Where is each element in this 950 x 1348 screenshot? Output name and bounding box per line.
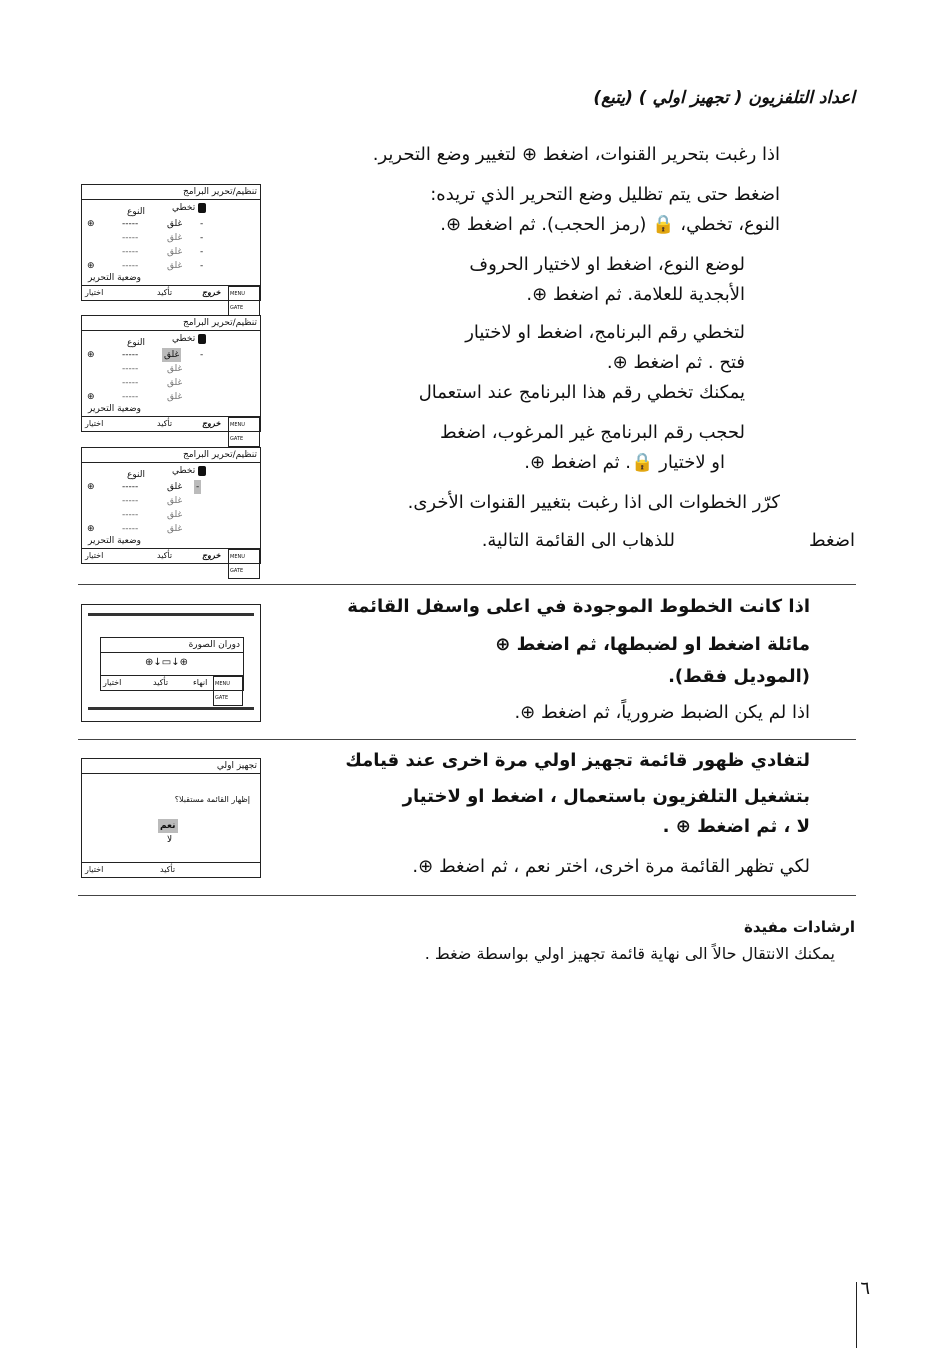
dash: - (200, 219, 204, 229)
menu-title: تنظيم/تحرير البرامج (82, 448, 260, 463)
type-dashes: ----- (122, 247, 139, 257)
off-label: غلق (167, 364, 183, 374)
foot-select: اختيار (85, 551, 104, 560)
s3-heading-1: لتفادي ظهور قائمة تجهيز اولي مرة اخرى عند قيامك (345, 750, 810, 771)
off-label: غلق (167, 524, 183, 534)
rotation-menu-footer (101, 675, 243, 701)
off-label: غلق (167, 261, 183, 271)
col-skip: تخطي (172, 466, 196, 476)
menu-screen-2 (81, 315, 261, 442)
foot-select: اختيار (103, 678, 122, 687)
menu-screen-1 (81, 184, 261, 311)
setup-footer (82, 862, 260, 877)
menu-key-icon: MENU GATE (228, 549, 260, 579)
foot-select: اختيار (85, 865, 104, 874)
type-dashes: ----- (122, 524, 139, 534)
up-arrow-icon: ⊕ (87, 350, 95, 360)
foot-select: اختيار (85, 288, 104, 297)
rotation-control-icon: ⊕↓▭↓⊕ (145, 657, 188, 668)
s1-line-4: لوضع النوع، اضغط او لاختيار الحروف (469, 254, 745, 275)
menu-footer (82, 285, 260, 311)
type-dashes: ----- (122, 261, 139, 271)
edit-mode-label: وضعية التحرير (88, 273, 141, 283)
type-dashes: ----- (122, 350, 139, 360)
dash: - (200, 233, 204, 243)
option-yes[interactable]: نعم (160, 821, 176, 831)
s3-heading-3: لا ، ثم اضغط ⊕ . (662, 816, 810, 837)
edit-mode-label: وضعية التحرير (88, 404, 141, 414)
menu-title: تنظيم/تحرير البرامج (82, 316, 260, 331)
off-label: غلق (167, 510, 183, 520)
foot-confirm: تأكيد (160, 865, 176, 874)
lock-icon (198, 201, 206, 215)
tips-text: يمكنك الانتقال حالاً الى نهاية قائمة تجهيز اولي بواسطة ضغط . (424, 944, 835, 963)
off-label: غلق (167, 378, 183, 388)
foot-confirm: تأكيد (153, 678, 169, 687)
menu-title: تنظيم/تحرير البرامج (82, 185, 260, 200)
divider (78, 584, 856, 585)
off-label: غلق (167, 482, 183, 492)
type-dashes: ----- (122, 496, 139, 506)
col-type: النوع (127, 338, 145, 348)
setup-question: إظهار القائمة مستقبلا؟ (174, 795, 250, 804)
s1-line-2: اضغط حتى يتم تظليل وضع التحرير الذي تريده: (430, 184, 780, 205)
s1-line-5: الأبجدية للعلامة. ثم اضغط ⊕. (526, 284, 745, 305)
rotation-menu (100, 637, 244, 701)
rotation-menu-title: دوران الصورة (101, 638, 243, 653)
up-arrow-icon: ⊕ (87, 482, 95, 492)
foot-confirm: تأكيد (157, 288, 173, 297)
option-no[interactable]: لا (167, 835, 173, 845)
s1-line-13: للذهاب الى القائمة التالية. (481, 530, 675, 551)
foot-select: اختيار (85, 419, 104, 428)
foot-exit: خروج (202, 419, 221, 428)
foot-end: انهاء (193, 678, 208, 687)
divider (78, 895, 856, 896)
s1-line-10: او لاختيار 🔒. ثم اضغط ⊕. (524, 452, 725, 473)
bottom-line (88, 707, 254, 710)
dash: - (200, 261, 204, 271)
type-dashes: ----- (122, 392, 139, 402)
setup-title: تجهيز اولي (82, 759, 260, 774)
picture-rotation-screen (81, 604, 261, 722)
type-dashes: ----- (122, 233, 139, 243)
s2-heading-2: مائلة اضغط او لضبطها، ثم اضغط ⊕ (495, 634, 810, 655)
menu-key-icon: MENU GATE (213, 676, 243, 706)
top-line (88, 613, 254, 616)
menu-footer (82, 416, 260, 442)
menu-screen-3 (81, 447, 261, 574)
dash-selected: - (196, 482, 200, 492)
foot-exit: خروج (202, 551, 221, 560)
page-number: ٦ (860, 1278, 870, 1299)
up-arrow-icon: ⊕ (87, 219, 95, 229)
lock-icon (198, 332, 206, 346)
s2-heading-3: (الموديل فقط). (668, 666, 810, 687)
page-edge-line (856, 1282, 857, 1348)
type-dashes: ----- (122, 510, 139, 520)
dash: - (200, 350, 204, 360)
foot-confirm: تأكيد (157, 419, 173, 428)
s1-line-7: فتح . ثم اضغط ⊕. (606, 352, 745, 373)
off-label-selected: غلق (164, 350, 180, 360)
off-label: غلق (167, 496, 183, 506)
s1-line-12: اضغط (808, 530, 855, 551)
s1-line-1: اذا رغبت بتحرير القنوات، اضغط ⊕ لتغيير وضع التحرير. (372, 144, 780, 165)
off-label: غلق (167, 247, 183, 257)
type-dashes: ----- (122, 364, 139, 374)
lock-icon (198, 464, 206, 478)
down-arrow-icon: ⊕ (87, 261, 95, 271)
down-arrow-icon: ⊕ (87, 524, 95, 534)
col-type: النوع (127, 470, 145, 480)
page-header: اعداد التلفزيون ( تجهيز اولي ) (يتبع) (593, 88, 855, 108)
type-dashes: ----- (122, 482, 139, 492)
type-dashes: ----- (122, 219, 139, 229)
s3-heading-2: بتشغيل التلفزيون باستعمال ، اضغط او لاختيار (402, 786, 810, 807)
col-skip: تخطي (172, 203, 196, 213)
s1-line-9: لحجب رقم البرنامج غير المرغوب، اضغط (439, 422, 745, 443)
menu-key-icon: MENU GATE (228, 417, 260, 447)
s1-line-6: لتخطي رقم البرنامج، اضغط او لاختيار (465, 322, 745, 343)
menu-footer (82, 548, 260, 574)
s2-note: اذا لم يكن الضبط ضرورياً، ثم اضغط ⊕. (514, 702, 810, 723)
foot-confirm: تأكيد (157, 551, 173, 560)
off-label: غلق (167, 233, 183, 243)
col-skip: تخطي (172, 334, 196, 344)
s3-note: لكي تظهر القائمة مرة اخرى، اختر نعم ، ثم اضغط ⊕. (412, 856, 810, 877)
edit-mode-label: وضعية التحرير (88, 536, 141, 546)
foot-exit: خروج (202, 288, 221, 297)
s2-heading-1: اذا كانت الخطوط الموجودة في اعلى واسفل القائمة (347, 596, 810, 617)
s1-line-3: النوع، تخطي، 🔒 (رمز الحجب). ثم اضغط ⊕. (440, 214, 780, 235)
tips-title: ارشادات مفيدة (743, 918, 855, 936)
down-arrow-icon: ⊕ (87, 392, 95, 402)
initial-setup-screen (81, 758, 261, 878)
divider (78, 739, 856, 740)
off-label: غلق (167, 219, 183, 229)
s1-line-8: يمكنك تخطي رقم هذا البرنامج عند استعمال (418, 382, 745, 403)
type-dashes: ----- (122, 378, 139, 388)
dash: - (200, 247, 204, 257)
off-label: غلق (167, 392, 183, 402)
s1-line-11: كرّر الخطوات الى اذا رغبت بتغيير القنوات الأخرى. (407, 492, 780, 513)
menu-key-icon: MENU GATE (228, 286, 260, 316)
col-type: النوع (127, 207, 145, 217)
